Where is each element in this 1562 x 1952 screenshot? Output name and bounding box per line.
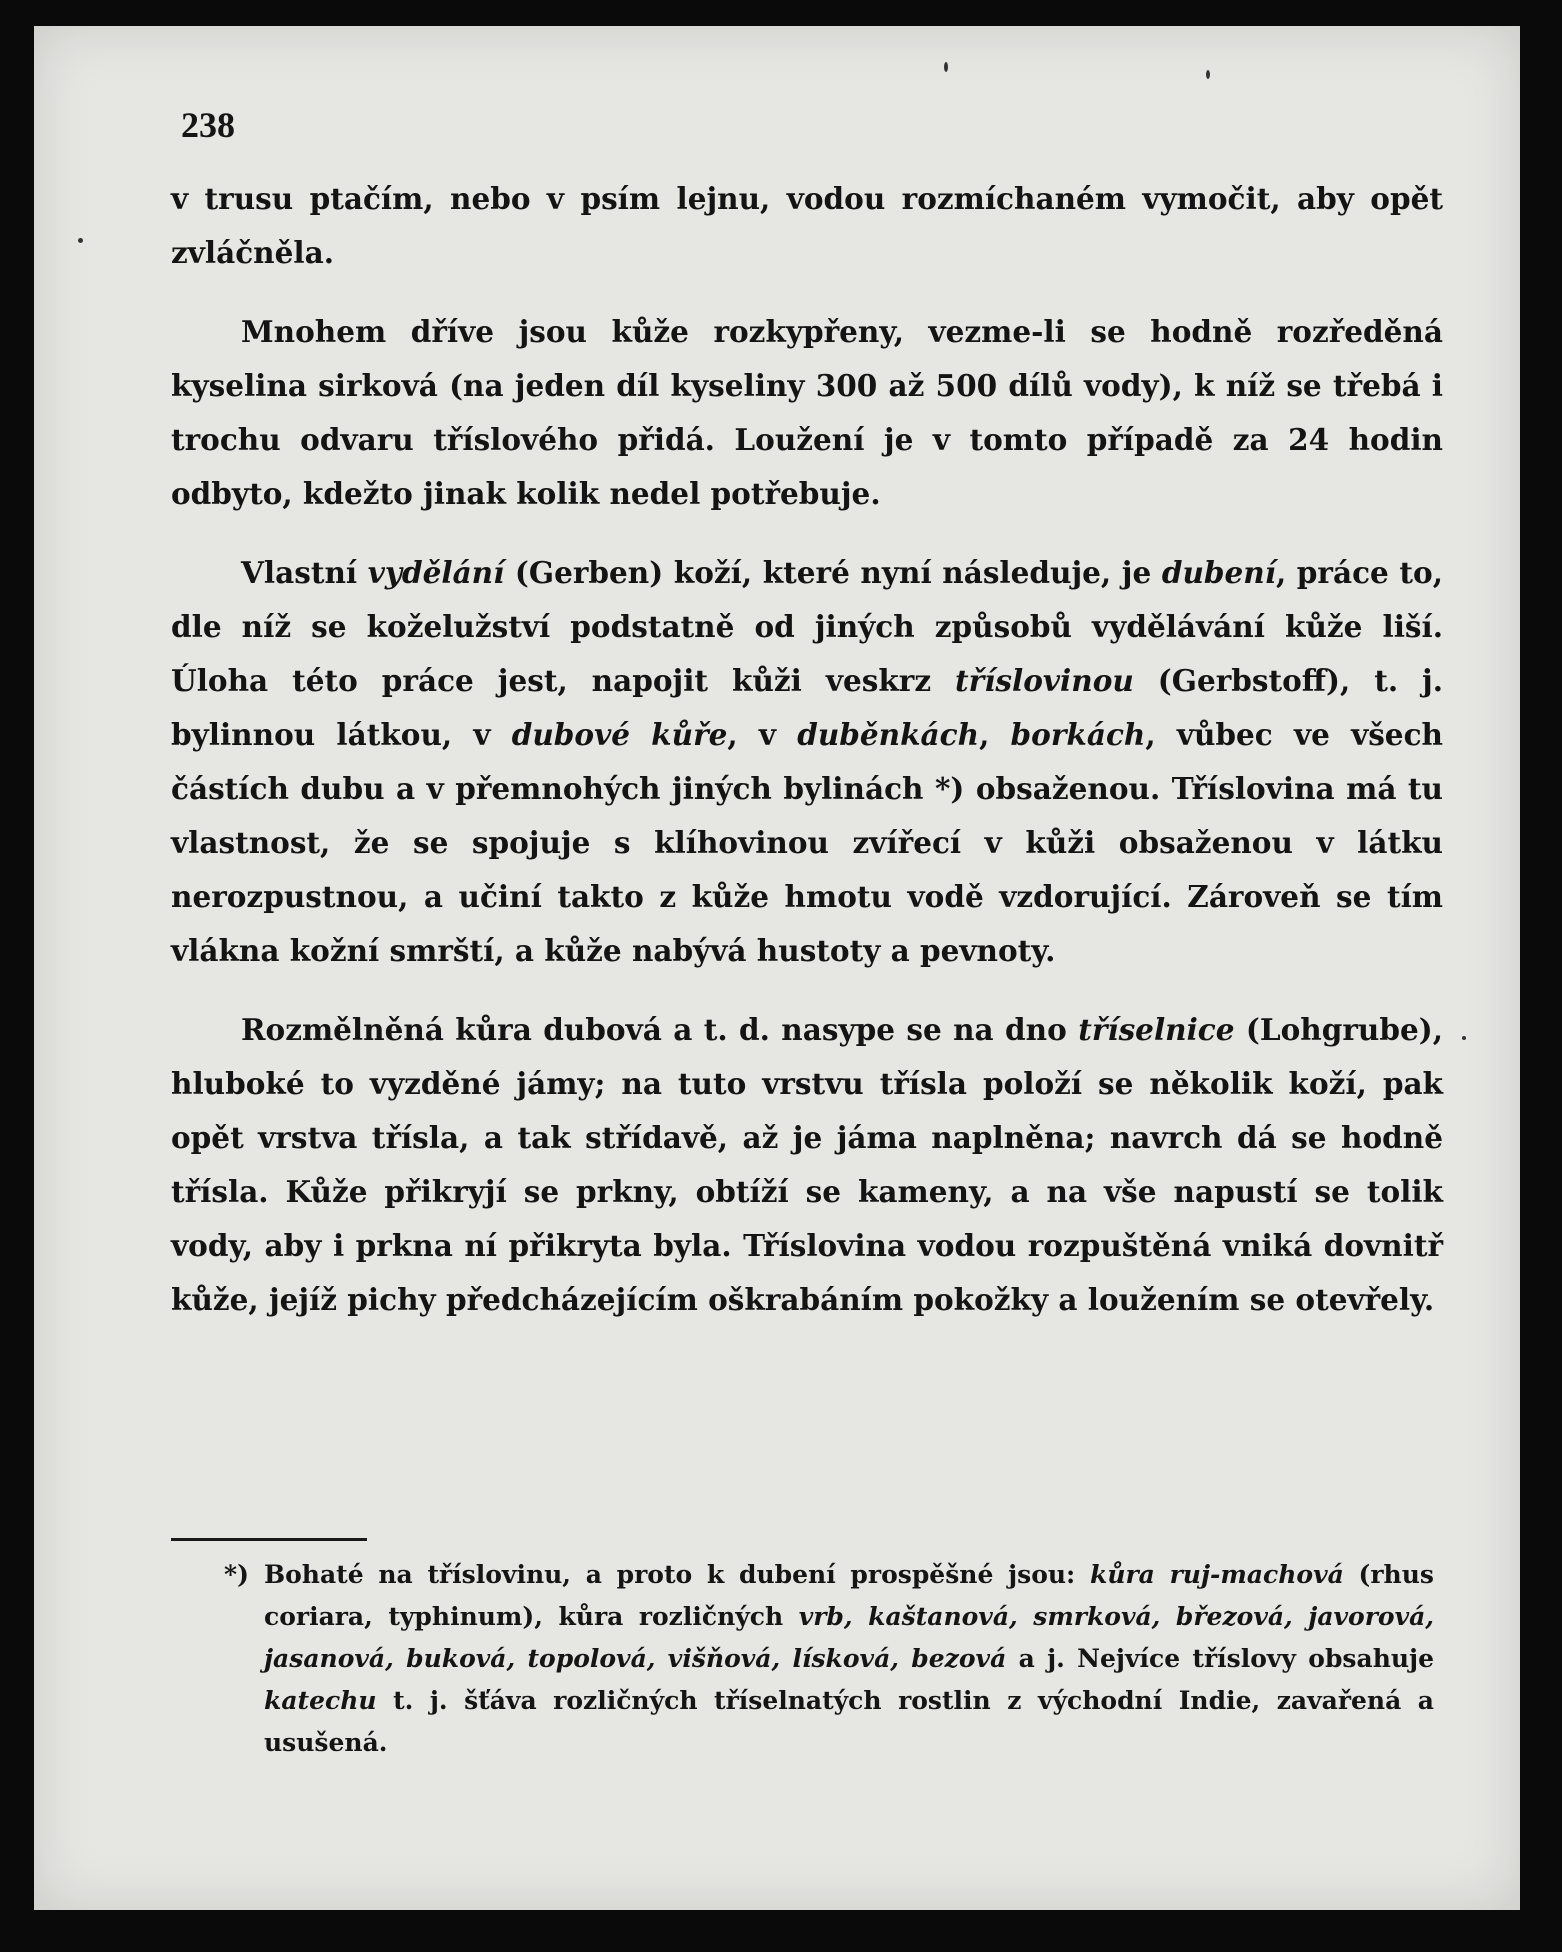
text-run: Rozmělněná kůra dubová a t. d. nasype se na dno — [241, 1012, 1079, 1047]
text-run: (Gerbstoff), t. j. bylinnou látkou, v — [171, 663, 1443, 752]
footnote-divider — [171, 1538, 367, 1541]
book-page — [34, 26, 1520, 1910]
body-text — [171, 172, 1443, 1352]
text-run: Mnohem dříve jsou kůže rozkypřeny, vezme-li se hodně rozředěná kyselina sirková (na jeden díl kyseliny 300 až 500 dílů vody), k níž se třebá i trochu odvaru tříslového přidá. Loužení je v tomto případě za 24 hodin odbyto, kdežto jinak kolik nedel potřebuje. — [171, 314, 1443, 511]
text-run: , vůbec ve všech částích dubu a v přemnohých jiných bylinách *) obsaženou. Tříslovina má tu vlastnost, že se spojuje s klíhovinou zvířecí v kůži obsaženou v látku nerozpustnou, a učiní takto z kůže hmotu vodě vzdorující. Zároveň se tím vlákna kožní smrští, a kůže nabývá hustoty a pevnoty. — [171, 717, 1443, 968]
italic-term: dubové kůře — [511, 717, 728, 752]
italic-term: kůra ruj-machová — [1090, 1560, 1344, 1589]
italic-term: dubení — [1161, 555, 1276, 590]
text-run: v trusu ptačím, nebo v psím lejnu, vodou rozmíchaném vymočit, aby opět zvláčněla. — [171, 181, 1443, 270]
text-run: Vlastní — [241, 555, 368, 590]
text-run: (Lohgrube), hluboké to vyzděné jámy; na tuto vrstvu třísla položí se několik koží, pak opět vrstva třísla, a tak střídavě, až je jáma naplněna; navrch dá se hodně třísla. Kůže přikryjí se prkny, obtíží se kameny, a na vše napustí se tolik vody, aby i prkna ní přikryta byla. Tříslovina vodou rozpuštěná vniká dovnitř kůže, jejíž pichy předcházejícím oškrabáním pokožky a loužením se otevřely. — [171, 1012, 1443, 1317]
text-run: , — [979, 717, 1011, 752]
paragraph — [171, 172, 1443, 280]
paragraph — [171, 305, 1443, 521]
italic-term: vydělání — [367, 555, 505, 590]
page-number: 238 — [181, 105, 235, 145]
paper-speck — [1206, 70, 1210, 79]
paragraph — [171, 1003, 1443, 1327]
footnote — [224, 1554, 1434, 1764]
paper-speck — [78, 238, 83, 243]
text-run: , práce to, dle níž se koželužství podstatně od jiných způsobů vydělávání kůže liší. Úloha této práce jest, napojit kůži veskrz — [171, 555, 1443, 698]
text-run: a j. Nejvíce tříslovy obsahuje — [1006, 1644, 1434, 1673]
paper-speck — [944, 62, 948, 72]
italic-term: borkách — [1010, 717, 1146, 752]
paragraph — [171, 546, 1443, 978]
footnote-mark: *) — [224, 1560, 249, 1589]
italic-term: vrb, kaštanová, smrková, březová, javorová, jasanová, buková, topolová, višňová, lísková, bezová — [264, 1602, 1434, 1673]
italic-term: tříslovinou — [955, 663, 1134, 698]
italic-term: tříselnice — [1078, 1012, 1235, 1047]
text-run: , v — [727, 717, 798, 752]
paper-speck — [1462, 1036, 1466, 1040]
italic-term: katechu — [264, 1686, 377, 1715]
text-run: Bohaté na tříslovinu, a proto k dubení prospěšné jsou: — [264, 1560, 1091, 1589]
text-run: (Gerben) koží, které nyní následuje, je — [504, 555, 1162, 590]
text-run: t. j. šťáva rozličných tříselnatých rostlin z východní Indie, zavařená a usušená. — [264, 1686, 1434, 1757]
italic-term: duběnkách — [797, 717, 980, 752]
text-run: (rhus coriara, typhinum), kůra rozličných — [264, 1560, 1434, 1631]
